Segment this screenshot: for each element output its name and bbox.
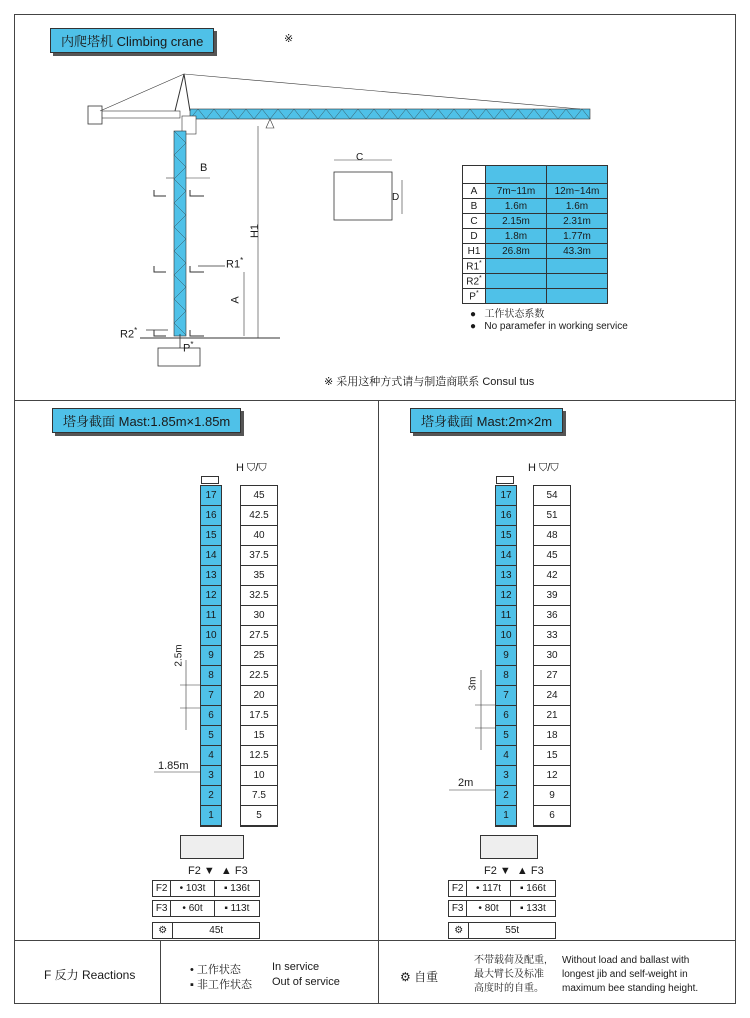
dim-r1-label: R1* <box>226 256 244 271</box>
in-service-cn: • 工作状态 <box>190 964 241 976</box>
weight-icon: ⚙ <box>400 970 411 984</box>
column-divider <box>378 400 379 940</box>
left-height-column: 45 42.5 40 37.5 35 32.5 30 27.5 25 22.5 20 17.5 15 12.5 10 7.5 5 <box>240 485 278 827</box>
tower-head <box>175 74 190 111</box>
section-divider <box>14 400 736 401</box>
right-mast-cap <box>496 476 514 484</box>
title-mark: ※ <box>284 33 294 45</box>
right-foundation <box>480 835 538 859</box>
dim-c-label: C <box>356 152 364 163</box>
hook <box>266 119 274 128</box>
left-mast-segments: 17 16 15 14 13 12 11 10 9 8 7 6 5 4 3 2 1 <box>200 485 222 827</box>
left-h-label: H ⛉/⛉ <box>236 462 267 474</box>
left-f3-row: F3 • 60t ▪ 113t <box>152 900 260 917</box>
right-mast-segments: 17 16 15 14 13 12 11 10 9 8 7 6 5 4 3 2 1 <box>495 485 517 827</box>
left-weight-row: ⚙ 45t <box>152 922 260 939</box>
climbing-crane-title: 内爬塔机 Climbing crane <box>50 28 214 53</box>
left-mast-cap <box>201 476 219 484</box>
reactions-label: F 反力 Reactions <box>44 968 136 982</box>
left-f-arrows: F2 ▼ ▲ F3 <box>188 865 248 877</box>
dim-d-label: D <box>392 192 400 203</box>
self-weight-label: ⚙ 自重 <box>400 970 439 984</box>
footer-divider-1 <box>160 940 161 1004</box>
spec-table: A 7m~11m 12m~14m B 1.6m 1.6m C 2.15m 2.31m D 1.8m 1.77m H1 26.8m 43.3m R1* R2* P* <box>462 165 608 304</box>
left-mast-title: 塔身截面 Mast:1.85m×1.85m <box>52 408 241 433</box>
dim-b-label: B <box>200 162 208 174</box>
dim-h1-label: H1 <box>249 223 262 239</box>
right-weight-row: ⚙ 55t <box>448 922 556 939</box>
jib-tie <box>184 74 580 109</box>
right-f3-row: F3 • 80t ▪ 133t <box>448 900 556 917</box>
dim-a-label: A <box>229 296 242 304</box>
right-height-column: 54 51 48 45 42 39 36 33 30 27 24 21 18 15 12 9 6 <box>533 485 571 827</box>
out-service-en: Out of service <box>272 976 340 988</box>
right-mast-title: 塔身截面 Mast:2m×2m <box>410 408 563 433</box>
legend-cn: ● 工作状态系数 <box>470 309 545 320</box>
right-seg-dim: 3m <box>467 676 479 691</box>
left-dimension-lines <box>150 640 210 840</box>
dim-p-label: P* <box>183 340 194 355</box>
base <box>158 348 200 366</box>
right-f2-row: F2 • 117t ▪ 166t <box>448 880 556 897</box>
in-service-en: In service <box>272 961 320 973</box>
weight-icon: ⚙ <box>449 923 469 938</box>
right-f-arrows: F2 ▼ ▲ F3 <box>484 865 544 877</box>
footer-divider-2 <box>378 940 379 1004</box>
section-sketch <box>320 150 420 230</box>
left-seg-dim: 2.5m <box>173 644 185 667</box>
out-service-cn: ▪ 非工作状态 <box>190 979 252 991</box>
left-f2-row: F2 • 103t ▪ 136t <box>152 880 260 897</box>
self-weight-desc-en: Without load and ballast with longest jib and self-weight in maximum bee standing height. <box>562 955 699 994</box>
left-foundation <box>180 835 244 859</box>
counter-tie <box>100 74 184 111</box>
right-h-label: H ⛉/⛉ <box>528 462 559 474</box>
dim-r2-label: R2* <box>120 326 138 341</box>
consult-note: ※ 采用这种方式请与制造商联系 Consul tus <box>324 376 535 388</box>
left-width-dim: 1.85m <box>158 760 189 772</box>
footer-divider <box>14 940 736 941</box>
legend-en: ● No paramefer in working service <box>470 321 628 332</box>
right-width-dim: 2m <box>458 777 474 789</box>
counterweight <box>88 106 102 124</box>
weight-icon: ⚙ <box>153 923 173 938</box>
self-weight-desc-cn: 不带载荷及配重, 最大臂长及标准 高度时的自重。 <box>474 955 547 994</box>
counter-jib <box>100 111 180 118</box>
